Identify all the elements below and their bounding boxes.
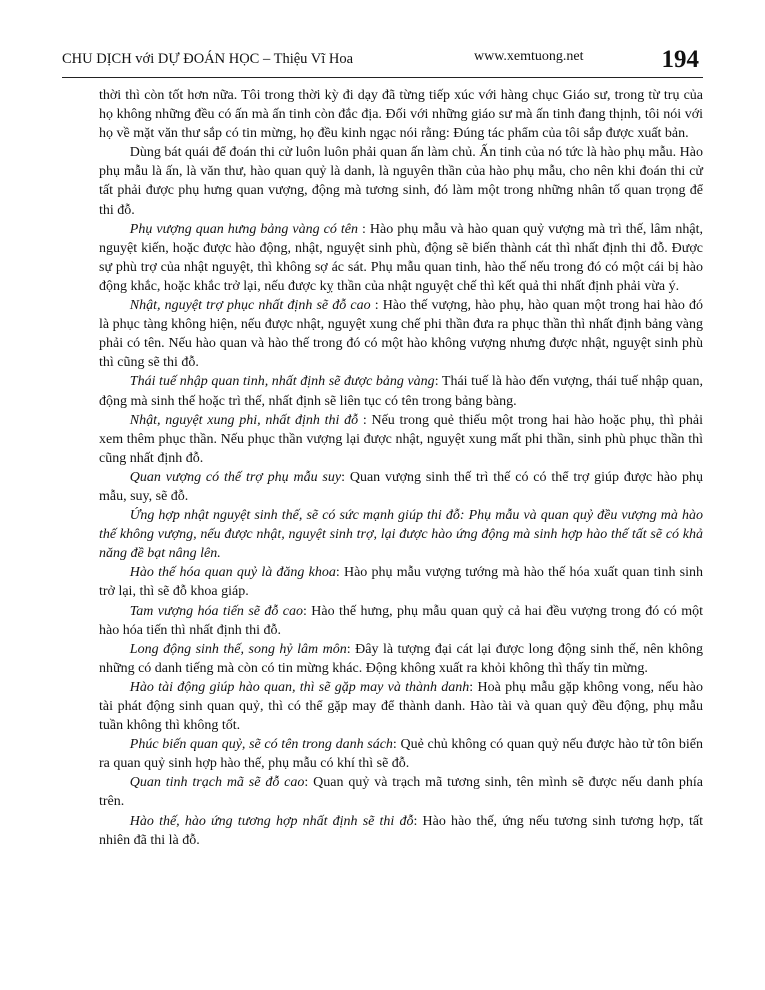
website-url: www.xemtuong.net	[474, 49, 584, 64]
book-title: CHU DỊCH với DỰ ĐOÁN HỌC – Thiệu Vĩ Hoa	[62, 51, 354, 67]
paragraph-lead: Hào thế hóa quan quỷ là đăng khoa	[129, 565, 336, 581]
body-text	[99, 86, 703, 850]
paragraph-lead: Quan tinh trạch mã sẽ đỗ cao	[129, 775, 305, 791]
header-rule	[62, 77, 703, 78]
paragraph	[99, 411, 703, 468]
paragraph-text: : Quẻ chủ không có quan quỷ nếu được hào tử tôn biến ra quan quỷ sinh hợp hào thế, phụ mẫu có khí thì sẽ đỗ.	[99, 737, 703, 772]
paragraph-lead: Long động sinh thế, song hỷ lâm môn	[129, 641, 347, 657]
paragraph-lead: Phụ vượng quan hưng bảng vàng có tên	[129, 221, 358, 237]
paragraph	[99, 143, 703, 219]
paragraph-text: : Đây là tượng đại cát lại được long động sinh thế, nên không những có danh tiếng mà còn có tin mừng khác. Động không xuất ra khỏi không thì thấy tin mừng.	[99, 641, 704, 676]
paragraph	[99, 602, 703, 640]
paragraph-lead: Phúc biến quan quỷ, sẽ có tên trong danh sách	[129, 737, 393, 753]
paragraph	[99, 220, 703, 296]
page-number: 194	[661, 46, 699, 73]
paragraph-lead: Hào tài động giúp hào quan, thì sẽ gặp may và thành danh	[129, 679, 470, 695]
paragraph-lead: Thái tuế nhập quan tinh, nhất định sẽ được bảng vàng	[129, 374, 435, 390]
page-header	[62, 46, 703, 86]
paragraph-text: : Hoà phụ mẫu gặp không vong, nếu hào tài phát động sinh quan quỷ, thì có thể gặp may để thành danh. Hào tài và quan quỷ đều động, phụ mẫu tuần không thì không tốt.	[99, 679, 703, 734]
paragraph-text: : Thái tuế là hào đến vượng, thái tuế nhập quan, động mà sinh thế hoặc trì thế, nhất định sẽ liên tục có tên trong bảng bàng.	[99, 374, 703, 409]
paragraph-text: : Hào phụ mẫu vượng tướng mà hào thế hóa xuất quan tinh sinh trở lại, thì sẽ đỗ khoa giáp.	[99, 565, 703, 600]
paragraph	[99, 773, 703, 811]
paragraph-text: thời thì còn tốt hơn nữa. Tôi trong thời kỳ đi dạy đã từng tiếp xúc với hàng chục Giáo sư, trong từ trụ của họ không những đều có ấn mà ấn tinh còn đắc địa. Đối với những giáo sư mà ấn tinh đang thịnh, tôi nói với họ về mặt văn thư sắp có tin mừng, họ đều kinh ngạc nói rằng: Đúng tác phẩm của tôi sắp được xuất bản.	[99, 88, 703, 142]
paragraph-lead: Hào thế, hào ứng tương hợp nhất định sẽ thi đỗ	[129, 813, 414, 829]
paragraph	[99, 640, 703, 678]
paragraph	[99, 372, 703, 410]
paragraph	[99, 296, 703, 372]
paragraph-text: : Nếu trong quẻ thiếu một trong hai hào hoặc phụ, thì phải xem thêm phục thần. Nếu phục thần vượng lại được nhật, nguyệt xung mất phi thần, sinh phù phục thần thì cũng nhất định đỗ.	[99, 412, 703, 466]
paragraph	[99, 678, 703, 735]
paragraph	[99, 735, 703, 773]
paragraph	[99, 86, 703, 143]
paragraph-lead: Nhật, nguyệt xung phi, nhất định thi đỗ	[129, 412, 359, 428]
paragraph-lead: Ứng hợp nhật nguyệt sinh thế, sẽ có sức mạnh giúp thi đỗ: Phụ mẫu và quan quỷ đều vượng mà hào thế không vượng, nếu được nhật, nguyệt sinh trợ, lại được hào ứng động mà sinh hợp hào thế tất sẽ có khả năng đề bạt nâng lên.	[99, 508, 703, 562]
paragraph	[99, 468, 703, 506]
paragraph-text: : Hào thế vượng, hào phụ, hào quan một trong hai hào đó là phục tàng không hiện, nếu được nhật, nguyệt xung chế phi thần đưa ra phục thần thì nhất định bảng vàng phải có tên. Nếu hào quan và hào thế trong đó có một hào không vượng nhưng được nhật, nguyệt sinh phù thì cũng sẽ thi đỗ.	[99, 298, 703, 371]
paragraph-text: Dùng bát quái để đoán thi cử luôn luôn phải quan ấn làm chủ. Ấn tinh của nó tức là hào phụ mẫu. Hào phụ mẫu là ấn, là văn thư, hào quan quỷ là danh, là nguyên thần của hào phụ mẫu, cho nên khi đoán thi cử tất phải được phụ hưng quan vượng, động mà tương sinh, đó làm một trong những nhân tố quan trọng để thi đỗ.	[99, 145, 703, 218]
paragraph-text: : Hào hào thế, ứng nếu tương sinh tương hợp, tất nhiên đã thi là đỗ.	[99, 813, 703, 848]
paragraph-lead: Tam vượng hóa tiến sẽ đỗ cao	[129, 603, 303, 619]
paragraph	[99, 506, 703, 563]
paragraph	[99, 812, 703, 850]
paragraph-text: : Hào thế hưng, phụ mẫu quan quỷ cả hai đều vượng trong đó có một hào hóa tiến thì nhất định thi đỗ.	[99, 603, 703, 638]
paragraph-text: : Hào phụ mẫu và hào quan quỷ vượng mà trì thế, lâm nhật, nguyệt kiến, hoặc được hào động, nhật, nguyệt sinh phù, động sẽ biến thành cát thì nhất định thi đỗ. Được sự phù trợ của nhật nguyệt, thì không sợ ác sát. Phụ mẫu quan tinh, hào thế nếu trong đó có một cái bị hào động khắc, hoặc khắc trở lại, nếu được kỵ thần của nhật nguyệt chế thì kết quả thi nhất định phải vừa ý.	[99, 221, 703, 294]
paragraph-lead: Nhật, nguyệt trợ phục nhất định sẽ đỗ cao	[129, 298, 371, 314]
paragraph-text: : Quan quỷ và trạch mã tương sinh, tên mình sẽ được nếu danh phía trên.	[99, 775, 703, 810]
paragraph	[99, 563, 703, 601]
paragraph-lead: Quan vượng có thế trợ phụ mẫu suy	[129, 469, 342, 485]
paragraph-text: : Quan vượng sinh thế trì thế có có thể trợ giúp được hào phụ mẫu, suy, sẽ đỗ.	[99, 469, 703, 504]
